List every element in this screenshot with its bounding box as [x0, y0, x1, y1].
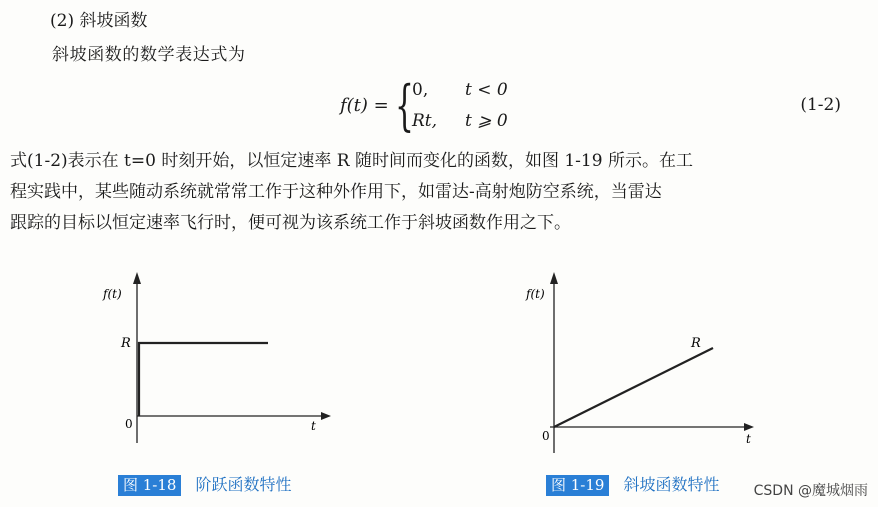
watermark: CSDN @魔城烟雨 — [753, 483, 868, 499]
fig18-caption-text: 阶跃函数特性 — [195, 475, 292, 494]
fig19-caption-text: 斜坡函数特性 — [623, 475, 720, 494]
paragraph-line-1: 式(1-2)表示在 t=0 时刻开始，以恒定速率 R 随时间而变化的函数，如图 1-19 所示。在工 — [10, 151, 693, 171]
paragraph-line-2: 程实践中，某些随动系统就常常工作于这种外作用下，如雷达-高射炮防空系统，当雷达 — [10, 182, 662, 202]
fig18-y-label: f(t) — [103, 287, 122, 301]
figure-1-19-caption — [546, 472, 719, 495]
fig19-ramp-line — [554, 348, 713, 427]
equation-lhs: f(t) = — [340, 95, 389, 116]
fig19-x-arrow — [744, 423, 754, 431]
equation-case1-value: 0, — [412, 80, 429, 100]
fig18-caption-number: 图 1-18 — [118, 475, 181, 496]
fig18-x-arrow — [321, 412, 331, 420]
fig18-level-label: R — [121, 336, 131, 351]
equation-brace: { — [395, 74, 414, 137]
body-paragraph — [10, 146, 862, 239]
section-heading: (2) 斜坡函数 — [50, 11, 148, 31]
figure-1-19-ramp-plot — [520, 268, 770, 453]
fig19-caption-number: 图 1-19 — [546, 475, 609, 496]
fig19-line-label: R — [691, 336, 701, 351]
paragraph-line-3: 跟踪的目标以恒定速率飞行时，便可视为该系统工作于斜坡函数作用之下。 — [10, 213, 571, 233]
fig19-y-label: f(t) — [526, 287, 545, 301]
figure-1-18-step-plot — [95, 268, 345, 443]
equation-number: (1-2) — [800, 95, 841, 115]
equation-case2-condition: t ⩾ 0 — [465, 111, 508, 131]
fig18-origin-label: 0 — [125, 417, 133, 431]
fig18-step-line — [139, 343, 268, 416]
figure-1-18-caption — [118, 472, 291, 495]
fig19-x-label: t — [746, 432, 751, 446]
equation-case2-value: Rt, — [412, 111, 438, 131]
equation-case1-condition: t < 0 — [465, 80, 508, 100]
fig18-y-arrow — [133, 272, 141, 284]
fig19-origin-label: 0 — [542, 429, 550, 443]
fig18-x-label: t — [311, 419, 316, 433]
fig19-y-arrow — [550, 272, 558, 284]
equation-1-2 — [300, 76, 845, 140]
intro-text: 斜坡函数的数学表达式为 — [52, 45, 246, 65]
